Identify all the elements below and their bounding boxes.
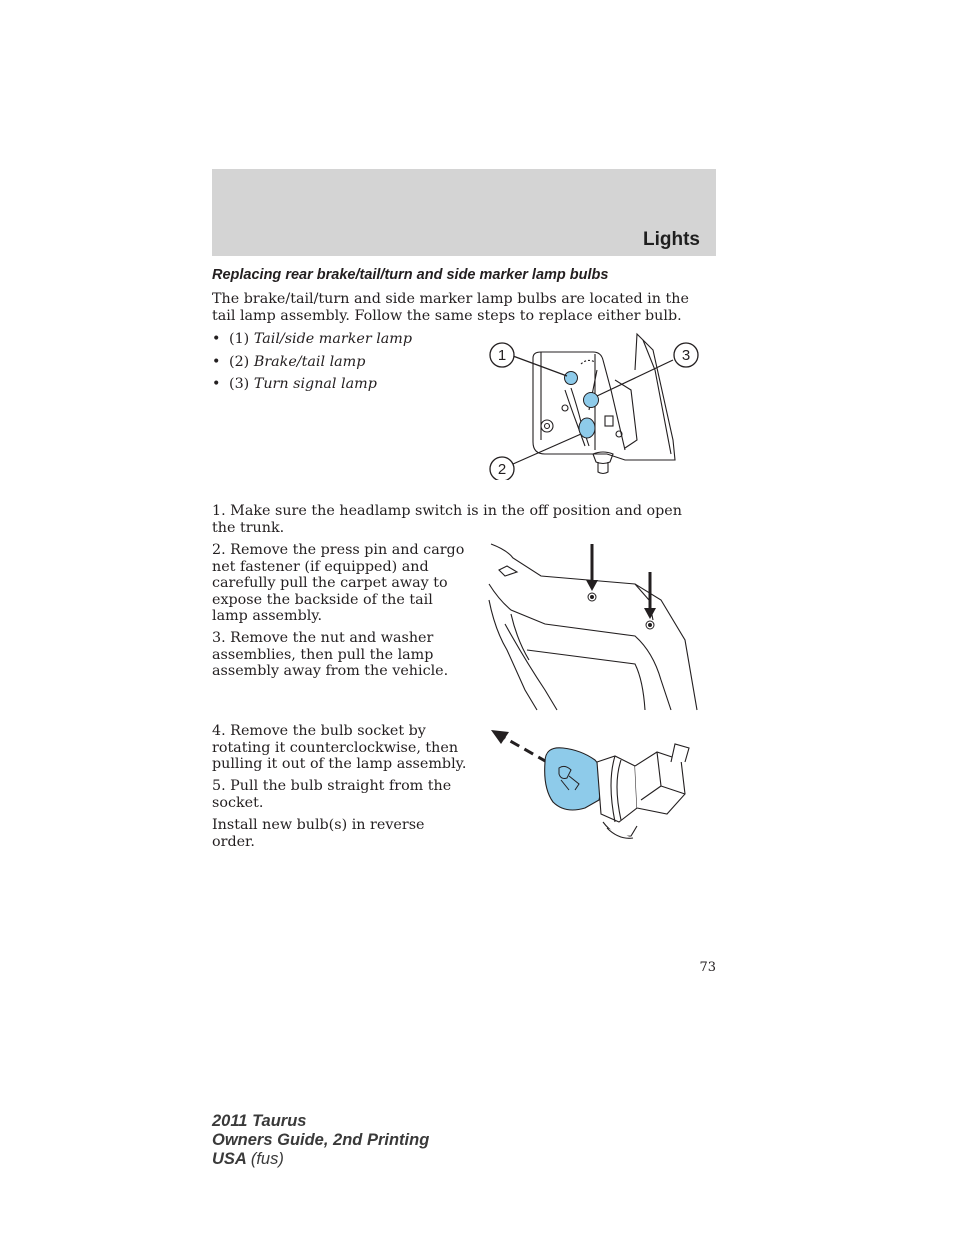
- trunk-carpet-fasteners-illustration: [485, 540, 703, 712]
- install-note-text: Install new bulb(s) in reverse order.: [212, 817, 425, 850]
- step-4-text: 4. Remove the bulb socket by rotating it counterclockwise, then pulling it out of the lamp assembly.: [212, 723, 467, 773]
- step-2-text: 2. Remove the press pin and cargo net fastener (if equipped) and carefully pull the carpet away to expose the backside of the tail lamp assembly.: [212, 542, 465, 625]
- footer-line-1: 2011 Taurus: [212, 1112, 307, 1130]
- callout-3-label: 3: [681, 347, 691, 364]
- footer-line-3: USA (fus): [212, 1150, 284, 1168]
- list-item: • (2) Brake/tail lamp: [212, 353, 366, 370]
- document-footer: [212, 1112, 429, 1169]
- step-3-text: 3. Remove the nut and washer assemblies, then pull the lamp assembly away from the vehicle.: [212, 630, 449, 680]
- footer-line-2: Owners Guide, 2nd Printing: [212, 1131, 430, 1149]
- tail-lamp-assembly-illustration: [485, 330, 710, 480]
- tail-side-marker-bulb-shape: [565, 372, 578, 385]
- bulb-list: [212, 330, 412, 398]
- intro-paragraph: The brake/tail/turn and side marker lamp bulbs are located in the tail lamp assembly. Follow the same steps to replace either bulb.: [212, 291, 689, 324]
- bulb-socket-removal-illustration: [485, 722, 690, 842]
- step-1-text: 1. Make sure the headlamp switch is in the off position and open the trunk.: [212, 503, 682, 536]
- header-band: [212, 169, 716, 256]
- section-heading: Replacing rear brake/tail/turn and side marker lamp bulbs: [212, 267, 609, 283]
- brake-tail-bulb-shape: [579, 418, 595, 438]
- chapter-title: Lights: [643, 229, 700, 250]
- page-number: 73: [699, 960, 716, 975]
- callout-1-label: 1: [497, 347, 507, 364]
- list-item: • (3) Turn signal lamp: [212, 376, 377, 392]
- step-5-text: 5. Pull the bulb straight from the socket.: [212, 778, 452, 811]
- turn-signal-bulb-shape: [584, 393, 599, 408]
- callout-2-label: 2: [497, 461, 507, 478]
- list-item: • (1) Tail/side marker lamp: [212, 331, 413, 347]
